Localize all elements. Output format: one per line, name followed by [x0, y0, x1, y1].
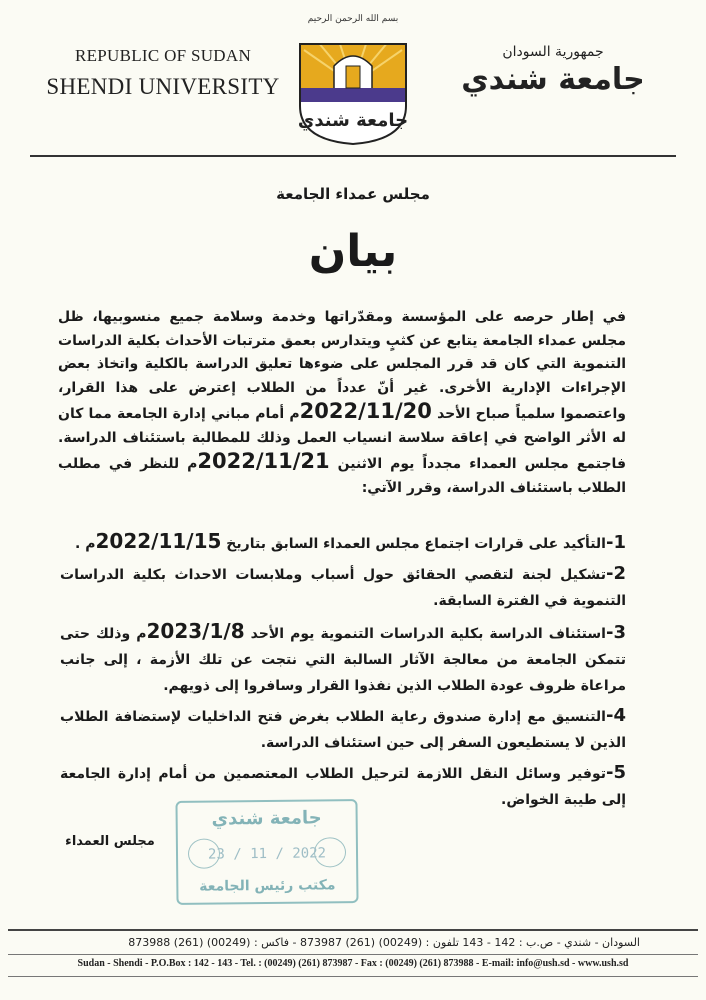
- decision-text: استئناف الدراسة بكلية الدراسات التنموية يوم الأحد: [244, 626, 606, 642]
- decision-item: [60, 703, 626, 756]
- logo-text: جامعة شندي: [297, 110, 409, 131]
- basmala: بسم الله الرحمن الرحيم: [307, 14, 399, 24]
- stamp-date: 23 / 11 / 2022: [207, 845, 327, 863]
- signature: مجلس العمداء: [65, 834, 155, 849]
- decision-text: التنسيق مع إدارة صندوق رعاية الطلاب بغرض فتح الداخليات لإستضافة الطلاب الذين لا يستطيعون السفر إلى حين استئناف الدراسة.: [60, 709, 626, 751]
- official-stamp: [175, 799, 358, 905]
- statement-title: بيان: [308, 226, 398, 277]
- decision-item: [60, 618, 626, 699]
- stamp-top-text: جامعة شندي: [211, 807, 322, 830]
- stamp-bottom-text: مكتب رئيس الجامعة: [199, 877, 336, 895]
- decision-text: تشكيل لجنة لتقصي الحقائق حول أسباب وملابسات الاحداث بكلية الدراسات التنموية في الفترة السابقة.: [60, 567, 626, 609]
- decision-date: 2022/11/15: [95, 529, 222, 553]
- footer-arabic: السودان - شندي - ص.ب : 142 - 143 تلفون : (00249) (261) 873987 - فاكس : (00249) (261) 873988: [128, 936, 640, 949]
- footer-divider-2: [8, 954, 698, 955]
- header-university-en: SHENDI UNIVERSITY: [46, 74, 280, 99]
- decisions-list: [60, 528, 626, 817]
- decision-date: 2023/1/8: [146, 619, 245, 643]
- decision-number: 5-: [605, 762, 626, 783]
- header-country-ar: جمهورية السودان: [502, 44, 604, 60]
- header-country-en: REPUBLIC OF SUDAN: [74, 46, 252, 65]
- decision-text: التأكيد على قرارات اجتماع مجلس العمداء السابق بتاريخ: [221, 536, 606, 552]
- paragraph-part-1: في إطار حرصه على المؤسسة ومقدّراتها وخدمة وسلامة جميع منسوبيها، ظل مجلس عمداء الجامعة يتابع عن كثبٍ ويتدارس بعمق مترتبات الأحداث بكلية الدراسات التنموية التي كان قد قرر المجلس على ضوءها تعليق الدراسة بالكلية واتخاذ بعض الإجراءات الإدارية الأخرى. غير أنّ عدداً من الطلاب إعترض على هذا القرار، واعتصموا سلمياً صباح الأحد: [58, 309, 626, 422]
- header-university-ar: جامعة شندي: [461, 62, 645, 97]
- council-title: مجلس عمداء الجامعة: [276, 185, 430, 203]
- university-logo: [294, 36, 412, 146]
- decision-number: 3-: [605, 622, 626, 643]
- decision-item: [60, 561, 626, 614]
- paragraph-date-1: 2022/11/20: [299, 399, 432, 423]
- paragraph-part-2: م أمام مباني إدارة الجامعة مما كان له الأثر الواضح في إعاقة سلاسة انسياب العمل وذلك للمطالبة باستئناف الدراسة. فاجتمع مجلس العمداء مجدداً يوم الاثنين: [58, 406, 626, 472]
- header-english: [38, 46, 288, 100]
- footer-english: Sudan - Shendi - P.O.Box : 142 - 143 - Tel. : (00249) (261) 873987 - Fax : (00249) (261) 873988 - E-mail: info@ush.sd - www.ush.sd: [77, 958, 629, 969]
- paragraph-date-2: 2022/11/21: [197, 449, 330, 473]
- footer-divider: [8, 929, 698, 931]
- paragraph-part-3: م للنظر في مطلب الطلاب باستئناف الدراسة، وقرر الآتي:: [58, 456, 626, 496]
- decision-number: 4-: [605, 705, 626, 726]
- decision-number: 2-: [605, 563, 626, 584]
- statement-paragraph: [58, 306, 626, 500]
- decision-item: [60, 528, 626, 557]
- decision-text-tail: م .: [75, 536, 96, 552]
- footer-divider-3: [8, 976, 698, 977]
- decision-text-tail: م وذلك حتى تتمكن الجامعة من معالجة الآثار السالبة التي نتجت عن تلك الأزمة ، إلى جانب مراعاة ظروف عودة الطلاب الذين نفذوا القرار وسافروا إلى ذويهم.: [60, 626, 626, 694]
- header-divider: [30, 155, 676, 157]
- decision-number: 1-: [605, 532, 626, 553]
- header-arabic: [438, 44, 668, 97]
- decision-text: توفير وسائل النقل اللازمة لترحيل الطلاب المعتصمين من أمام إدارة الجامعة إلى طيبة الخواض.: [60, 766, 626, 808]
